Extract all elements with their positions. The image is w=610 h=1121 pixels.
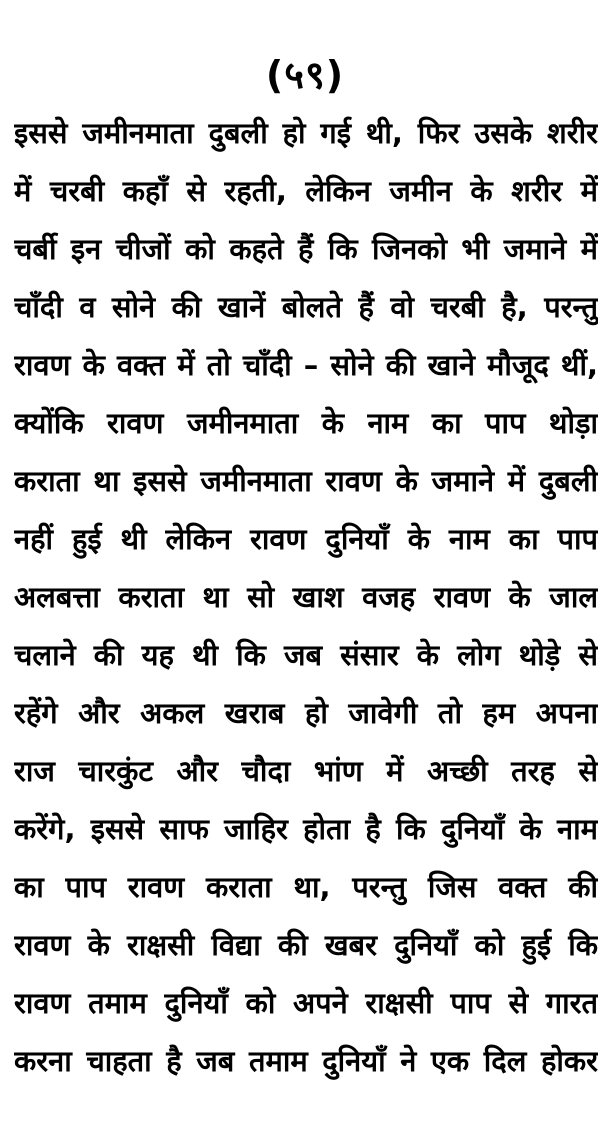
text-line: का पाप रावण कराता था, परन्तु जिस वक्त की xyxy=(14,870,598,904)
text-line: रावण तमाम दुनियाँ को अपने राक्षसी पाप से गारत xyxy=(14,986,598,1020)
text-line: चाँदी व सोने की खानें बोलते हैं वो चरबी है, परन्तु xyxy=(14,290,598,324)
page-number: (५९) xyxy=(265,53,345,97)
text-line: इससे जमीनमाता दुबली हो गई थी, फिर उसके शरीर xyxy=(14,116,598,150)
text-line: राज चारकुंट और चौदा भांण में अच्छी तरह से xyxy=(14,754,598,788)
text-line: चलाने की यह थी कि जब संसार के लोग थोड़े से xyxy=(14,638,598,672)
text-line: क्योंकि रावण जमीनमाता के नाम का पाप थोड़ा xyxy=(14,406,598,440)
text-line: कराता था इससे जमीनमाता रावण के जमाने में दुबली xyxy=(14,464,598,498)
text-line: करना चाहता है जब तमाम दुनियाँ ने एक दिल होकर xyxy=(14,1044,598,1078)
text-line: चर्बी इन चीजों को कहते हैं कि जिनको भी जमाने में xyxy=(14,232,598,266)
text-line: अलबत्ता कराता था सो खाश वजह रावण के जाल xyxy=(14,580,598,614)
text-line: रावण के राक्षसी विद्या की खबर दुनियाँ को हुई कि xyxy=(14,928,598,962)
text-line: रावण के वक्त में तो चाँदी – सोने की खाने मौजूद थीं, xyxy=(14,348,598,382)
text-line: नहीं हुई थी लेकिन रावण दुनियाँ के नाम का पाप xyxy=(14,522,598,556)
text-line: रहेंगे और अकल खराब हो जावेगी तो हम अपना xyxy=(14,696,598,730)
body-text xyxy=(14,104,598,1090)
text-line: करेंगे, इससे साफ जाहिर होता है कि दुनियाँ के नाम xyxy=(14,812,598,846)
text-line: में चरबी कहाँ से रहती, लेकिन जमीन के शरीर में xyxy=(14,174,598,208)
